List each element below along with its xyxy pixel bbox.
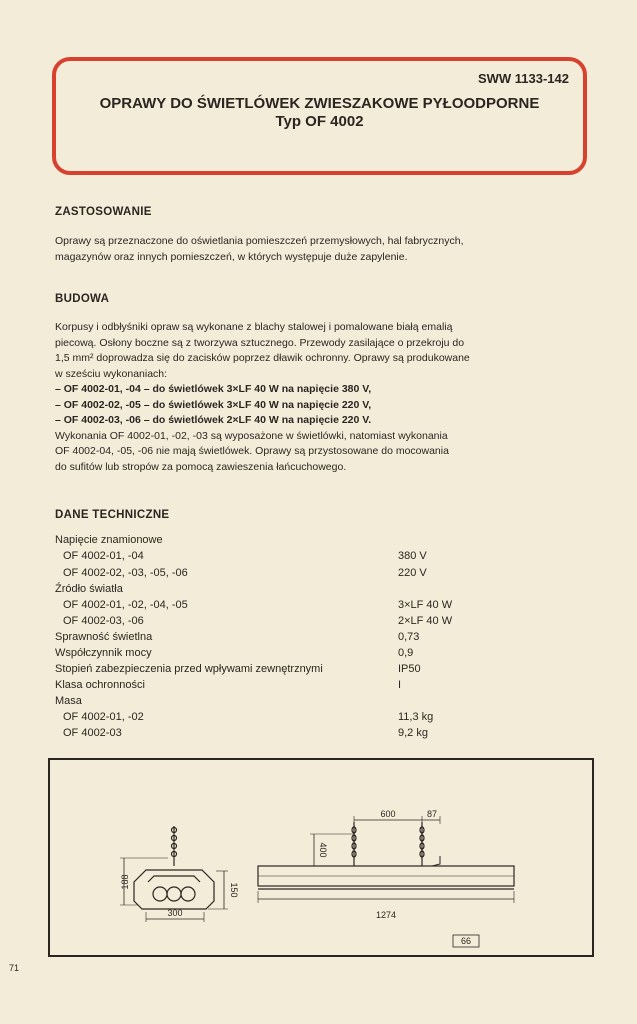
tech-value: 380 V	[398, 550, 427, 562]
tech-value: 11,3 kg	[398, 711, 434, 723]
tech-label: Napięcie znamionowe	[55, 534, 163, 546]
dimension-label: 150	[229, 882, 239, 898]
variant-line: – OF 4002-03, -06 – do świetlówek 2×LF 40 W na napięcie 220 V.	[55, 414, 372, 426]
tech-row	[55, 711, 595, 727]
tech-row	[55, 599, 595, 615]
dimension-label: 87	[426, 809, 438, 819]
tech-value: I	[398, 679, 402, 691]
tech-value: 0,73	[398, 631, 420, 643]
header-frame	[52, 57, 587, 175]
tech-value: 3×LF 40 W	[398, 599, 453, 611]
text-line: Korpusy i odbłyśniki opraw są wykonane z blachy stalowej i pomalowane białą emalią	[55, 321, 453, 333]
front-view	[258, 816, 514, 903]
tech-label: Masa	[55, 695, 82, 707]
text-line: w sześciu wykonaniach:	[55, 367, 168, 380]
tech-label: Klasa ochronności	[55, 679, 145, 691]
tech-label: Sprawność świetlna	[55, 631, 153, 643]
text-line: 1,5 mm² doprowadza się do zacisków poprzez dławik ochronny. Oprawy są produkowane	[55, 352, 470, 364]
text-line: OF 4002-04, -05, -06 nie mają świetlówek. Oprawy są przystosowane do mocowania	[55, 445, 449, 457]
text-line: do sufitów lub stropów za pomocą zawieszenia łańcuchowego.	[55, 460, 347, 473]
tech-label: OF 4002-01, -04	[63, 550, 144, 562]
tech-label: Współczynnik mocy	[55, 647, 152, 659]
tech-row	[55, 583, 595, 599]
tech-row	[55, 727, 595, 743]
tech-row	[55, 615, 595, 631]
tech-label: OF 4002-02, -03, -05, -06	[63, 567, 188, 579]
tube-section	[167, 887, 181, 901]
budowa-text	[55, 320, 595, 475]
tech-row	[55, 679, 595, 695]
tech-label: OF 4002-03, -06	[63, 615, 144, 627]
dimension-label: 300	[167, 908, 183, 918]
tech-row	[55, 647, 595, 663]
tube-section	[181, 887, 195, 901]
dimension-label: 1274	[375, 910, 397, 920]
technical-drawing	[48, 758, 594, 957]
tech-label: OF 4002-03	[63, 727, 122, 739]
tech-row	[55, 631, 595, 647]
tech-value: 0,9	[398, 647, 414, 659]
text-line: Oprawy są przeznaczone do oświetlania pomieszczeń przemysłowych, hal fabrycznych,	[55, 235, 464, 247]
text-line: Wykonania OF 4002-01, -02, -03 są wyposażone w świetlówki, natomiast wykonania	[55, 429, 448, 442]
section-heading-dane-techniczne: DANE TECHNICZNE	[55, 509, 170, 521]
section-heading-zastosowanie: ZASTOSOWANIE	[55, 206, 152, 218]
tech-label: Stopień zabezpieczenia przed wpływami zewnętrznymi	[55, 663, 323, 675]
tech-row	[55, 695, 595, 711]
tech-row	[55, 534, 595, 550]
tech-label: OF 4002-01, -02	[63, 711, 144, 723]
tech-label: Źródło światła	[55, 583, 123, 595]
dimension-label: 400	[318, 842, 328, 858]
zastosowanie-text	[55, 234, 595, 265]
cable-gland	[432, 856, 440, 866]
page-title: OPRAWY DO ŚWIETLÓWEK ZWIESZAKOWE PYŁOODPORNE	[99, 95, 540, 112]
tech-value: 2×LF 40 W	[398, 615, 453, 627]
dimension-label: 600	[380, 809, 396, 819]
dimension-label: 188	[120, 874, 130, 890]
reflector-outline	[148, 876, 200, 882]
tech-row	[55, 550, 595, 566]
standard-code: SWW 1133-142	[477, 71, 569, 86]
text-line: magazynów oraz innych pomieszczeń, w których występuje duże zapylenie.	[55, 250, 408, 263]
page-subtitle: Typ OF 4002	[275, 113, 364, 130]
reference-number: 66	[460, 936, 472, 946]
variant-line: – OF 4002-02, -05 – do świetlówek 3×LF 40 W na napięcie 220 V,	[55, 398, 372, 411]
page-number: 71	[9, 963, 20, 973]
section-heading-budowa: BUDOWA	[55, 293, 110, 305]
tech-label: OF 4002-01, -02, -04, -05	[63, 599, 188, 611]
tech-row	[55, 663, 595, 679]
tech-value: 220 V	[398, 567, 427, 579]
tech-value: 9,2 kg	[398, 727, 428, 739]
tech-row	[55, 567, 595, 583]
variant-line: – OF 4002-01, -04 – do świetlówek 3×LF 40 W na napięcie 380 V,	[55, 383, 372, 395]
tech-value: IP50	[398, 663, 421, 675]
tube-section	[153, 887, 167, 901]
text-line: piecową. Osłony boczne są z tworzywa sztucznego. Przewody zasilające o przekroju do	[55, 336, 465, 349]
